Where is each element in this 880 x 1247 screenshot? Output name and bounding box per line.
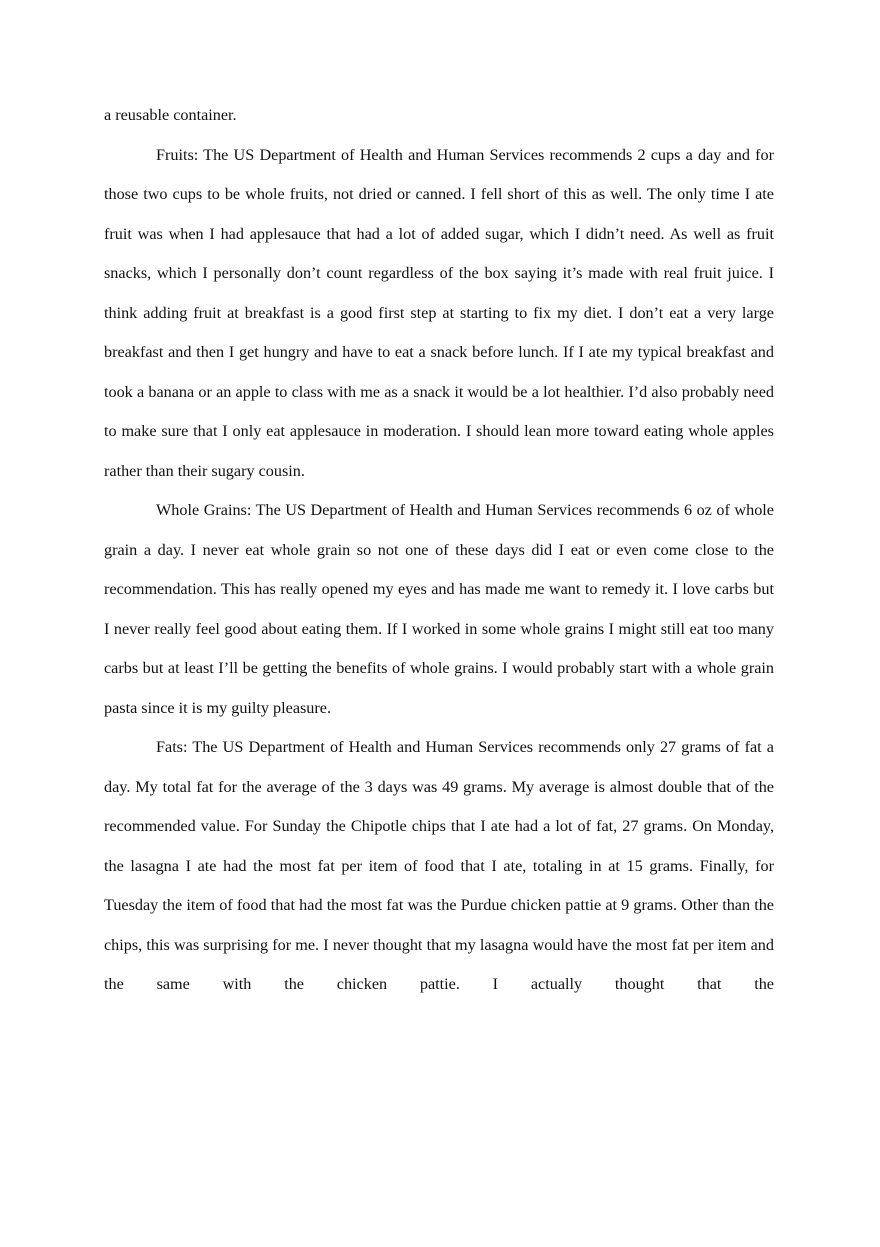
paragraph-container-continued: a reusable container. [104, 106, 237, 124]
paragraph-fruits: Fruits: The US Department of Health and Human Services recommends 2 cups a day and for those two cups to be whole fruits, not dried or canned. I fell short of this as well. The only time I ate fruit was when I had applesauce that had a lot of added sugar, which I didn’t need. As well as fruit snacks, which I personally don’t count regardless of the box saying it’s made with real fruit juice. I think adding fruit at breakfast is a good first step at starting to fix my diet. I don’t eat a very large breakfast and then I get hungry and have to eat a snack before lunch. If I ate my typical breakfast and took a banana or an apple to class with me as a snack it would be a lot healthier. I’d also probably need to make sure that I only eat applesauce in moderation. I should lean more toward eating whole apples rather than their sugary cousin. [104, 145, 774, 480]
paragraph-fats: Fats: The US Department of Health and Human Services recommends only 27 grams of fat a day. My total fat for the average of the 3 days was 49 grams. My average is almost double that of the recommended value. For Sunday the Chipotle chips that I ate had a lot of fat, 27 grams. On Monday, the lasagna I ate had the most fat per item of food that I ate, totaling in at 15 grams. Finally, for Tuesday the item of food that had the most fat was the Purdue chicken pattie at 9 grams. Other than the chips, this was surprising for me. I never thought that my lasagna would have the most fat per item and the same with the chicken pattie. I actually thought that the [104, 738, 774, 993]
document-body [104, 96, 774, 1005]
paragraph-whole-grains: Whole Grains: The US Department of Health and Human Services recommends 6 oz of whole grain a day. I never eat whole grain so not one of these days did I eat or even come close to the recommendation. This has really opened my eyes and has made me want to remedy it. I love carbs but I never really feel good about eating them. If I worked in some whole grains I might still eat too many carbs but at least I’ll be getting the benefits of whole grains. I would probably start with a whole grain pasta since it is my guilty pleasure. [104, 501, 774, 717]
